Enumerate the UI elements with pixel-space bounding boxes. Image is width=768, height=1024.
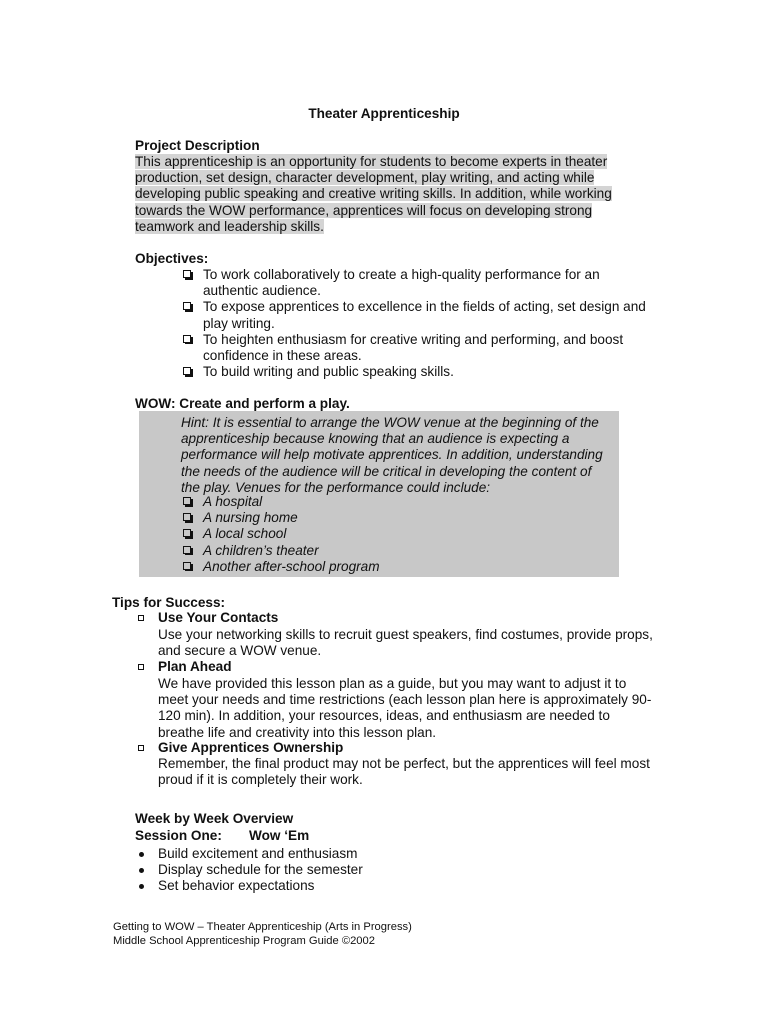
list-item: Build excitement and enthusiasm bbox=[135, 846, 635, 862]
session-name: Wow ‘Em bbox=[249, 828, 310, 843]
hint-text: Hint: It is essential to arrange the WOW venue at the beginning of the apprenticeship because knowing that an audience is expecting a performance will help motivate apprentices. In addition, understanding the needs of the audience will be critical in developing the content of the play. Venues for the performance could include: bbox=[181, 415, 603, 495]
checkbox-icon bbox=[183, 367, 191, 375]
page-title: Theater Apprenticeship bbox=[308, 106, 460, 121]
footer bbox=[113, 920, 412, 948]
tip-title: Give Apprentices Ownership bbox=[158, 740, 344, 755]
footer-line: Getting to WOW – Theater Apprenticeship (Arts in Progress) bbox=[113, 921, 412, 933]
venue-item: A hospital bbox=[181, 494, 611, 510]
project-description-text bbox=[135, 154, 625, 235]
objectives-heading: Objectives: bbox=[135, 251, 209, 266]
session-bullets bbox=[135, 846, 635, 895]
checkbox-icon bbox=[183, 562, 191, 570]
objective-item: To build writing and public speaking skills. bbox=[181, 364, 651, 380]
overview-heading: Week by Week Overview bbox=[135, 811, 294, 826]
objective-item: To expose apprentices to excellence in the fields of acting, set design and play writing. bbox=[181, 299, 651, 331]
checkbox-icon bbox=[183, 546, 191, 554]
session-label: Session One: bbox=[135, 828, 222, 843]
footer-line: Middle School Apprenticeship Program Guide ©2002 bbox=[113, 935, 375, 947]
checkbox-icon bbox=[183, 529, 191, 537]
tip-title: Use Your Contacts bbox=[158, 610, 279, 625]
square-bullet-icon bbox=[138, 615, 144, 621]
objective-item: To work collaboratively to create a high-quality performance for an authentic audience. bbox=[181, 267, 651, 299]
square-bullet-icon bbox=[138, 664, 144, 670]
tip-body: Remember, the final product may not be perfect, but the apprentices will feel most proud if it is completely their work. bbox=[158, 756, 650, 788]
checkbox-icon bbox=[183, 513, 191, 521]
venue-list bbox=[181, 494, 611, 575]
venue-item: A children’s theater bbox=[181, 543, 611, 559]
objective-item: To heighten enthusiasm for creative writing and performing, and boost confidence in these areas. bbox=[181, 332, 651, 364]
wow-heading: WOW: Create and perform a play. bbox=[135, 396, 350, 411]
project-description-highlight: This apprenticeship is an opportunity for students to become experts in theater production, set design, character development, play writing, and acting while developing public speaking and creative writing skills. In addition, while working towards the WOW performance, apprentices will focus on developing strong teamwork and leadership skills. bbox=[135, 154, 612, 234]
tip-body: Use your networking skills to recruit guest speakers, find costumes, provide props, and secure a WOW venue. bbox=[158, 627, 653, 659]
list-item: Set behavior expectations bbox=[135, 878, 635, 894]
checkbox-icon bbox=[183, 302, 191, 310]
objectives-list bbox=[181, 267, 651, 380]
venue-item: Another after-school program bbox=[181, 559, 611, 575]
square-bullet-icon bbox=[138, 745, 144, 751]
venue-item: A local school bbox=[181, 526, 611, 542]
checkbox-icon bbox=[183, 497, 191, 505]
tip-body: We have provided this lesson plan as a guide, but you may want to adjust it to meet your needs and time restrictions (each lesson plan here is approximately 90-120 min). In addition, your resources, ideas, and enthusiasm are needed to breathe life and creativity into this lesson plan. bbox=[158, 676, 652, 740]
tip-title: Plan Ahead bbox=[158, 659, 232, 674]
checkbox-icon bbox=[183, 270, 191, 278]
list-item: Display schedule for the semester bbox=[135, 862, 635, 878]
venue-item: A nursing home bbox=[181, 510, 611, 526]
project-description-heading: Project Description bbox=[135, 138, 260, 153]
tips-heading: Tips for Success: bbox=[112, 595, 226, 610]
checkbox-icon bbox=[183, 335, 191, 343]
